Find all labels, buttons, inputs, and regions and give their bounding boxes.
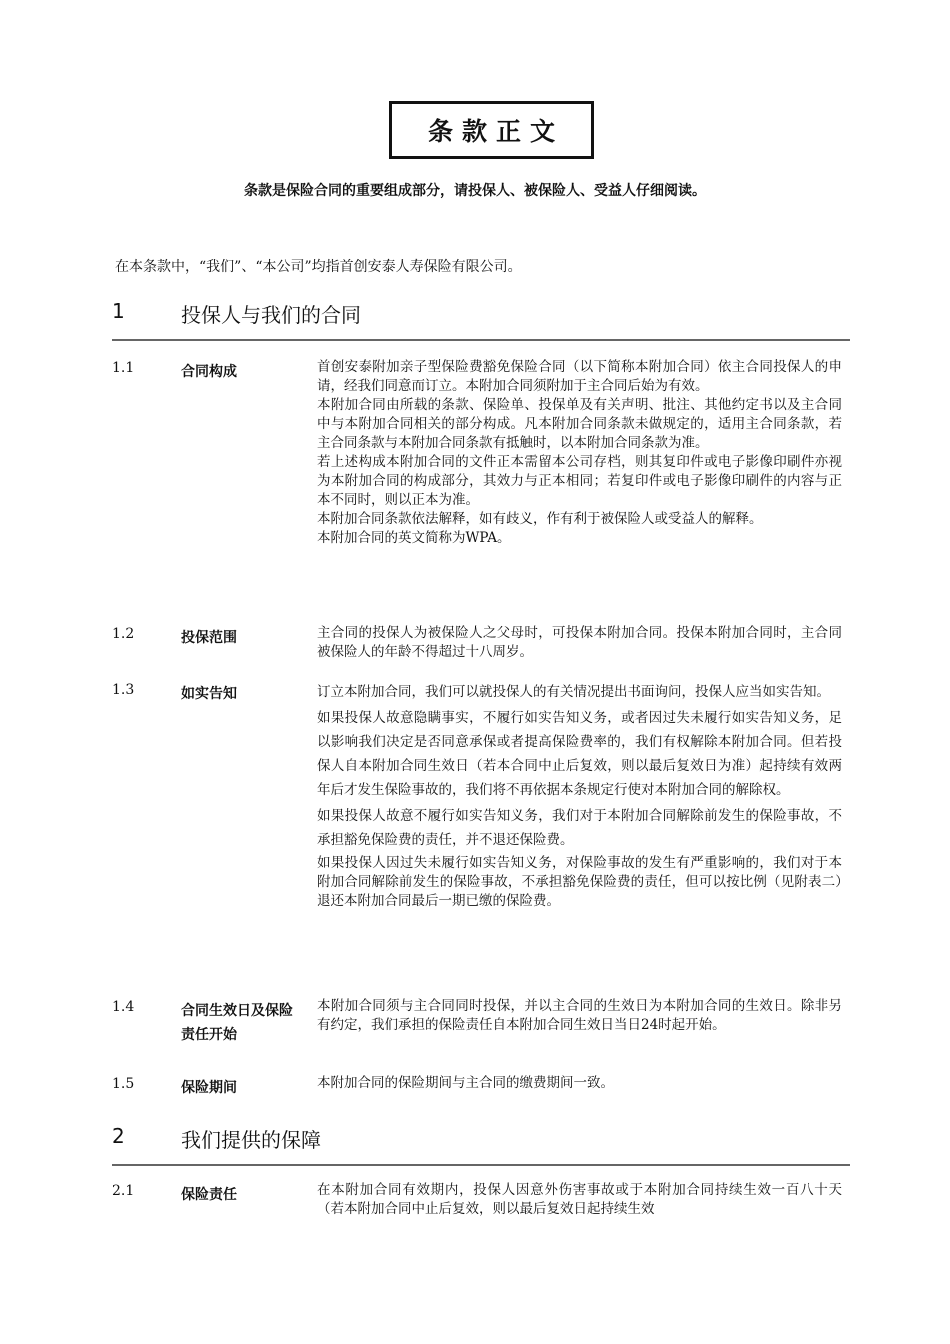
- clause-body: [317, 624, 842, 662]
- clause-number: 1.4: [112, 999, 135, 1015]
- paragraph: 首创安泰附加亲子型保险费豁免保险合同（以下简称本附加合同）依主合同投保人的申请，经我们同意而订立。本附加合同须附加于主合同后始为有效。: [317, 359, 842, 394]
- section-heading-2: [112, 1124, 850, 1166]
- clause-number: 1.1: [112, 360, 135, 376]
- clause-number: 2.1: [112, 1183, 135, 1199]
- clause-title: 如实告知: [181, 686, 237, 702]
- paragraph: 本附加合同须与主合同同时投保，并以主合同的生效日为本附加合同的生效日。除非另有约定，我们承担的保险责任自本附加合同生效日当日24时起开始。: [317, 998, 842, 1033]
- paragraph: 订立本附加合同，我们可以就投保人的有关情况提出书面询问，投保人应当如实告知。: [317, 684, 830, 700]
- clause-body: [317, 997, 842, 1035]
- paragraph: 本附加合同的保险期间与主合同的缴费期间一致。: [317, 1075, 614, 1091]
- paragraph: 主合同的投保人为被保险人之父母时，可投保本附加合同。投保本附加合同时，主合同被保险人的年龄不得超过十八周岁。: [317, 625, 842, 660]
- paragraph: 如果投保人故意隐瞒事实，不履行如实告知义务，或者因过失未履行如实告知义务，足以影响我们决定是否同意承保或者提高保险费率的，我们有权解除本附加合同。但若投保人自本附加合同生效日（若本合同中止后复效，则以最后复效日为准）起持续有效两年后才发生保险事故的，我们将不再依据本条规定行使对本附加合同的解除权。: [317, 710, 842, 798]
- clause-title: 保险期间: [181, 1080, 237, 1096]
- clause-body: [317, 1074, 842, 1093]
- clause-title: 合同生效日及保险责任开始: [181, 1003, 293, 1043]
- section-number: 1: [112, 299, 125, 323]
- clause-title: 合同构成: [181, 364, 237, 380]
- paragraph: 本附加合同由所载的条款、保险单、投保单及有关声明、批注、其他约定书以及主合同中与本附加合同相关的部分构成。凡本附加合同条款未做规定的，适用主合同条款，若主合同条款与本附加合同条款有抵触时，以本附加合同条款为准。: [317, 397, 842, 451]
- section-number: 2: [112, 1124, 125, 1148]
- clause-body: [317, 1181, 842, 1219]
- clause-number: 1.5: [112, 1076, 135, 1092]
- paragraph: 本附加合同的英文简称为WPA。: [317, 530, 511, 546]
- section-heading-1: [112, 299, 850, 341]
- paragraph: 如果投保人故意不履行如实告知义务，我们对于本附加合同解除前发生的保险事故，不承担豁免保险费的责任，并不退还保险费。: [317, 808, 842, 848]
- clause-title: 保险责任: [181, 1187, 237, 1203]
- clause-body: [317, 680, 842, 913]
- clause-body: [317, 358, 842, 548]
- document-subtitle: 条款是保险合同的重要组成部分，请投保人、被保险人、受益人仔细阅读。: [244, 183, 706, 199]
- paragraph: 若上述构成本附加合同的文件正本需留本公司存档，则其复印件或电子影像印刷件亦视为本附加合同的构成部分，其效力与正本相同；若复印件或电子影像印刷件的内容与正本不同时，则以正本为准。: [317, 454, 842, 508]
- intro-text: 在本条款中，“我们”、“本公司”均指首创安泰人寿保险有限公司。: [115, 259, 522, 275]
- clause-number: 1.2: [112, 626, 135, 642]
- clause-number: 1.3: [112, 682, 135, 698]
- paragraph: 如果投保人因过失未履行如实告知义务，对保险事故的发生有严重影响的，我们对于本附加合同解除前发生的保险事故，不承担豁免保险费的责任，但可以按比例（见附表二）退还本附加合同最后一期已缴的保险费。: [317, 855, 842, 909]
- clause-title: 投保范围: [181, 630, 237, 646]
- section-title: 投保人与我们的合同: [181, 303, 361, 327]
- paragraph: 本附加合同条款依法解释，如有歧义，作有利于被保险人或受益人的解释。: [317, 511, 763, 527]
- paragraph: 在本附加合同有效期内，投保人因意外伤害事故或于本附加合同持续生效一百八十天（若本附加合同中止后复效，则以最后复效日起持续生效: [317, 1182, 842, 1217]
- section-title: 我们提供的保障: [181, 1128, 321, 1152]
- document-title: 条款正文: [389, 101, 594, 159]
